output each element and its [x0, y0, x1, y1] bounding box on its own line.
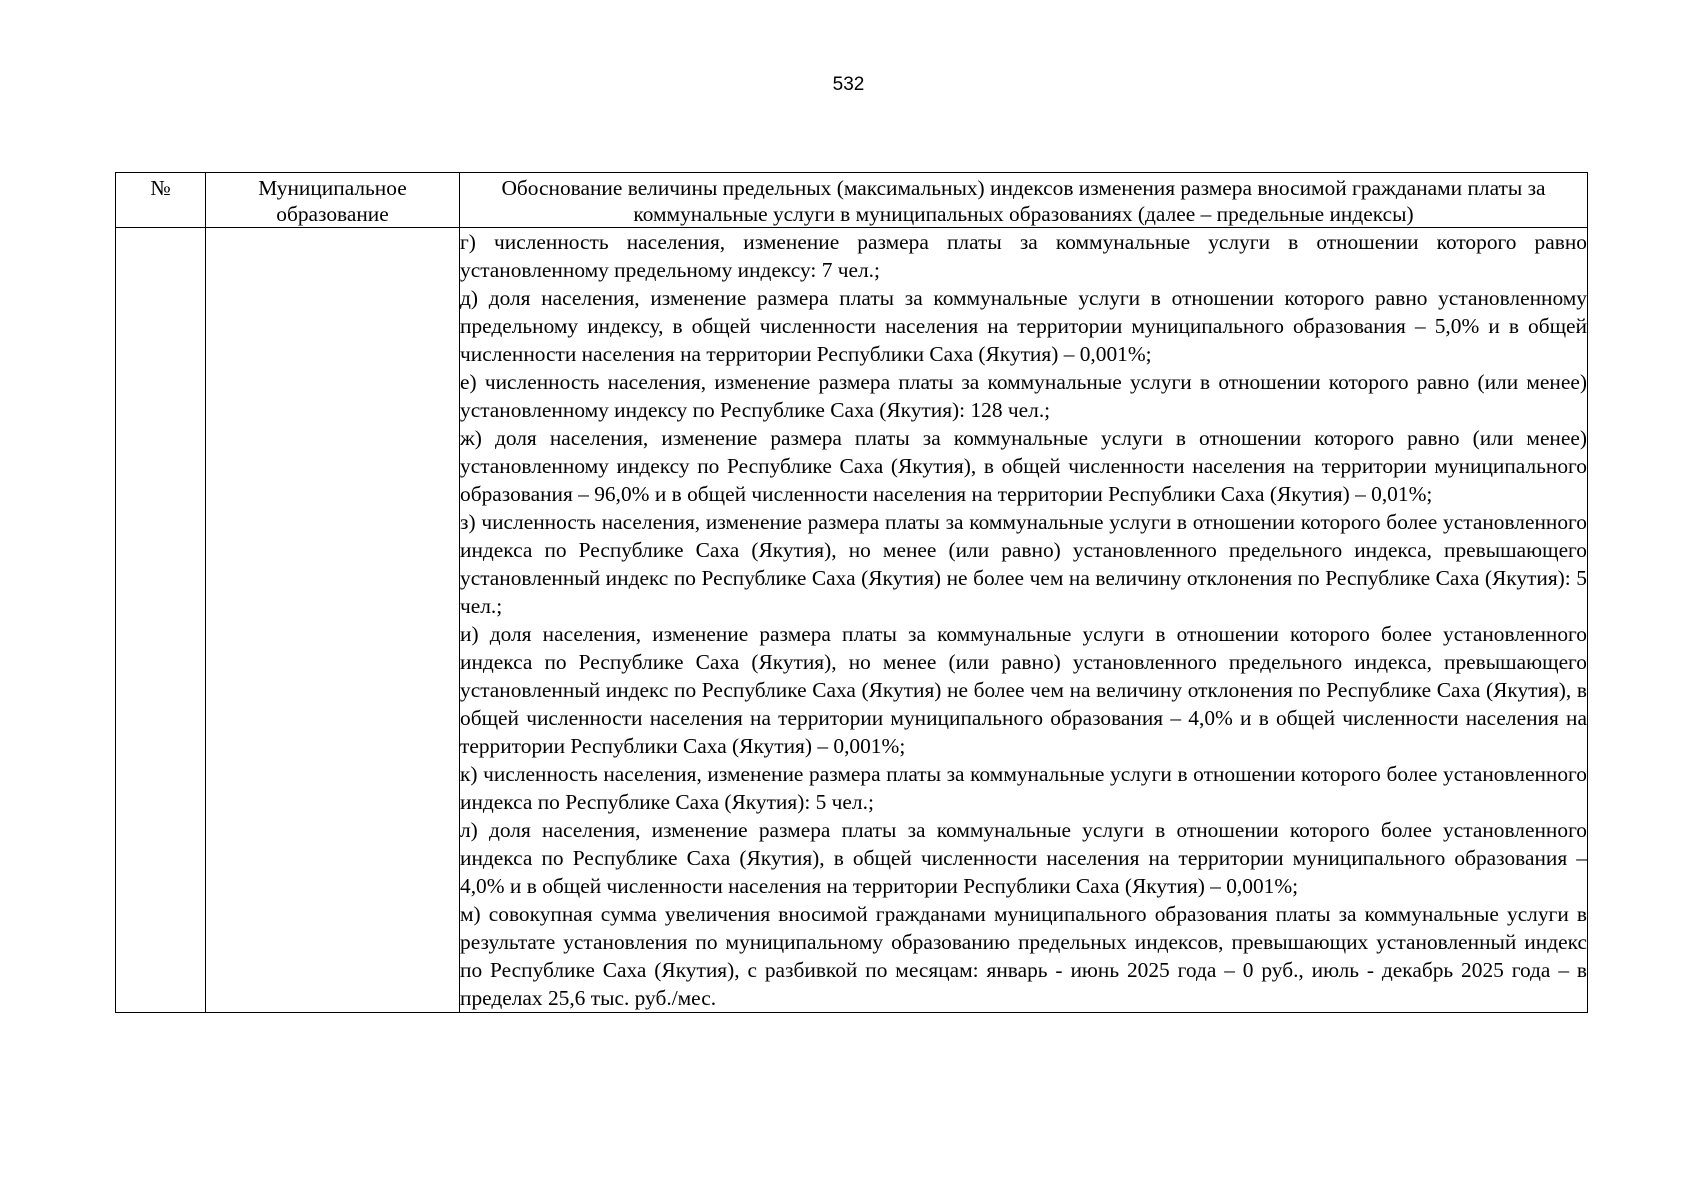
paragraph-e: е) численность населения, изменение размера платы за коммунальные услуги в отношении которого равно (или менее) установленному индексу по Республике Саха (Якутия): 128 чел.; — [460, 370, 1587, 422]
header-number: № — [116, 173, 206, 228]
paragraph-k: к) численность населения, изменение размера платы за коммунальные услуги в отношении которого более установленного индекса по Республике Саха (Якутия): 5 чел.; — [460, 762, 1587, 814]
paragraph-i: и) доля населения, изменение размера платы за коммунальные услуги в отношении которого более установленного индекса по Республике Саха (Якутия), но менее (или равно) установленного предельного индекса, превышающего установленный индекс по Республике Саха (Якутия) не более чем на величину отклонения по Республике Саха (Якутия), в общей численности населения на территории муниципального образования – 4,0% и в общей численности населения на территории Республики Саха (Якутия) – 0,001%; — [460, 622, 1587, 758]
header-municipality: Муниципальное образование — [206, 173, 460, 228]
table-row — [116, 228, 1588, 1013]
paragraph-g: г) численность населения, изменение размера платы за коммунальные услуги в отношении которого равно установленному предельному индексу: 7 чел.; — [460, 230, 1587, 282]
justification-table — [115, 172, 1588, 1013]
cell-justification — [460, 228, 1588, 1013]
page-number: 532 — [832, 74, 865, 95]
paragraph-z: з) численность населения, изменение размера платы за коммунальные услуги в отношении которого более установленного индекса по Республике Саха (Якутия), но менее (или равно) установленного предельного индекса, превышающего установленный индекс по Республике Саха (Якутия) не более чем на величину отклонения по Республике Саха (Якутия): 5 чел.; — [460, 510, 1587, 618]
paragraph-m: м) совокупная сумма увеличения вносимой гражданами муниципального образования платы за коммунальные услуги в результате установления по муниципальному образованию предельных индексов, превышающих установленный индекс по Республике Саха (Якутия), с разбивкой по месяцам: январь - июнь 2025 года – 0 руб., июль - декабрь 2025 года – в пределах 25,6 тыс. руб./мес. — [460, 902, 1587, 1010]
cell-municipality — [206, 228, 460, 1013]
table-header-row — [116, 173, 1588, 228]
paragraph-d: д) доля населения, изменение размера платы за коммунальные услуги в отношении которого равно установленному предельному индексу, в общей численности населения на территории муниципального образования – 5,0% и в общей численности населения на территории Республики Саха (Якутия) – 0,001%; — [460, 286, 1587, 366]
header-justification: Обоснование величины предельных (максимальных) индексов изменения размера вносимой гражданами платы за коммунальные услуги в муниципальных образованиях (далее – предельные индексы) — [460, 173, 1588, 228]
cell-number — [116, 228, 206, 1013]
paragraph-l: л) доля населения, изменение размера платы за коммунальные услуги в отношении которого более установленного индекса по Республике Саха (Якутия), в общей численности населения на территории муниципального образования – 4,0% и в общей численности населения на территории Республики Саха (Якутия) – 0,001%; — [460, 818, 1587, 898]
paragraph-zh: ж) доля населения, изменение размера платы за коммунальные услуги в отношении которого равно (или менее) установленному индексу по Республике Саха (Якутия), в общей численности населения на территории муниципального образования – 96,0% и в общей численности населения на территории Республики Саха (Якутия) – 0,01%; — [460, 426, 1587, 506]
